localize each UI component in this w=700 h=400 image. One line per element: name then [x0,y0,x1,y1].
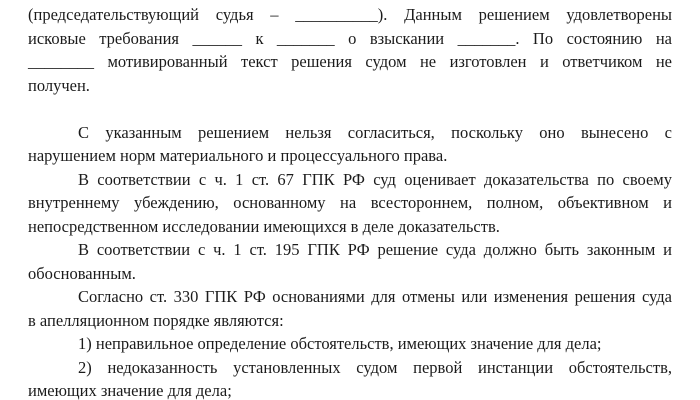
doc-line-numbered-item: 1) неправильное определение обстоятельств, имеющих значение для дела; [78,334,602,353]
doc-line: исковые требования ______ к _______ о взыскании _______. По состоянию на [28,28,672,48]
doc-line: внутреннему убеждению, основанному на всестороннем, полном, объективном и [28,193,672,212]
doc-line: обоснованным. [28,263,136,283]
paragraph-gap [28,97,672,121]
doc-line: получен. [28,75,90,95]
doc-line: В соответствии с ч. 1 ст. 195 ГПК РФ решение суда должно быть законным и [78,240,672,259]
doc-line: С указанным решением нельзя согласиться, поскольку оно вынесено с [78,122,672,142]
doc-line: ________ мотивированный текст решения судом не изготовлен и ответчиком не [28,52,672,71]
doc-line: В соответствии с ч. 1 ст. 67 ГПК РФ суд оценивает доказательства по своему [78,169,672,189]
doc-line: имеющих значение для дела; [28,381,232,400]
doc-line: (председательствующий судья – __________). Данным решением удовлетворены [28,5,672,24]
doc-line-numbered-item: 2) недоказанность установленных судом первой инстанции обстоятельств, [78,357,672,377]
doc-line: непосредственном исследовании имеющихся в деле доказательств. [28,216,500,236]
doc-line: нарушением норм материального и процессуального права. [28,146,448,165]
doc-line: Согласно ст. 330 ГПК РФ основаниями для отмены или изменения решения суда [78,287,672,306]
doc-line: в апелляционном порядке являются: [28,310,284,330]
